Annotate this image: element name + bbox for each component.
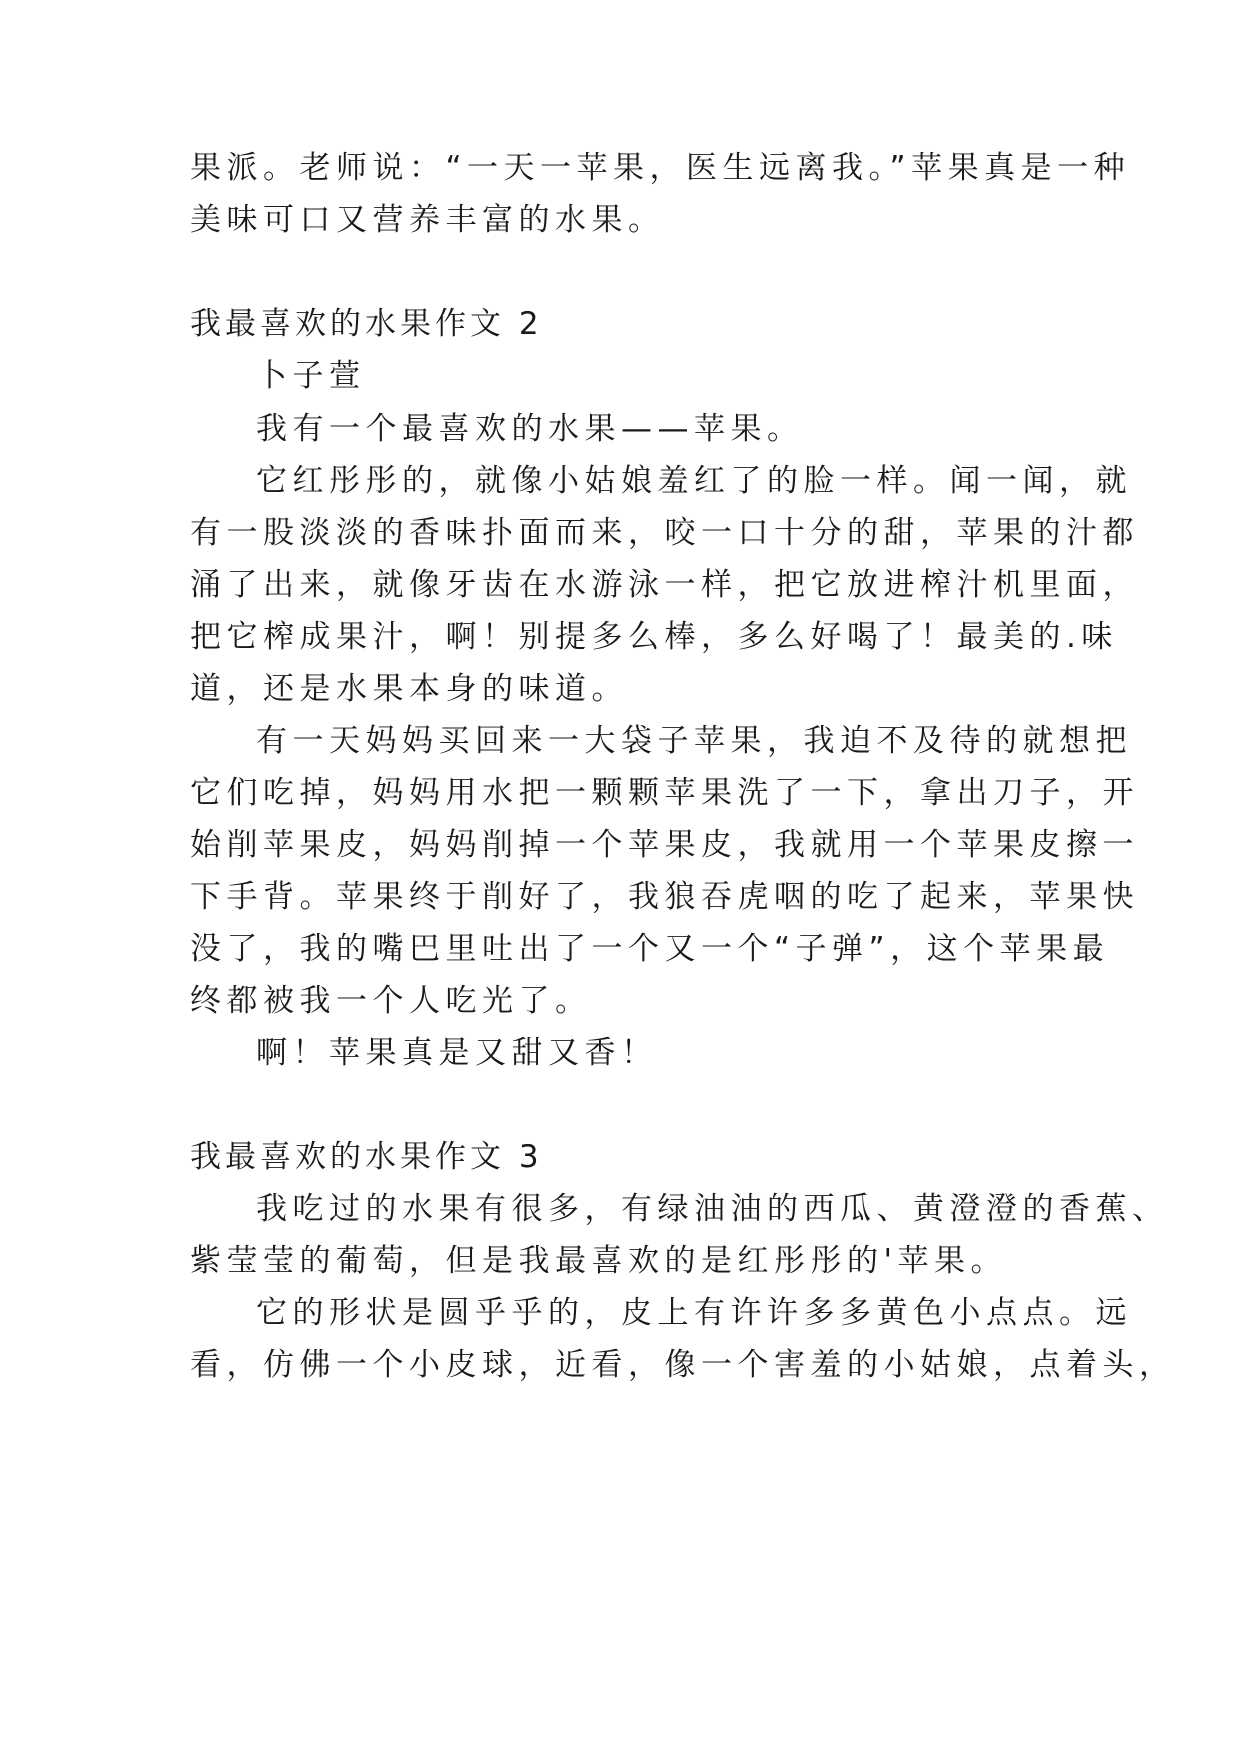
text-line: 有一股淡淡的香味扑面而来，咬一口十分的甜，苹果的汁都 [190, 515, 1139, 551]
essay-2-author: 卜子萱 [256, 358, 366, 394]
text-line: 有一天妈妈买回来一大袋子苹果，我迫不及待的就想把 [256, 723, 1132, 759]
text-line: 始削苹果皮，妈妈削掉一个苹果皮，我就用一个苹果皮擦一 [190, 827, 1139, 863]
essay-2-title: 我最喜欢的水果作文 2 [190, 306, 543, 342]
text-line: 把它榨成果汁，啊！别提多么棒，多么好喝了！最美的.味 [190, 619, 1118, 655]
text-line: 我吃过的水果有很多，有绿油油的西瓜、黄澄澄的香蕉、 [256, 1191, 1169, 1227]
text-line: 道，还是水果本身的味道。 [190, 671, 628, 707]
text-line: 终都被我一个人吃光了。 [190, 983, 592, 1019]
text-line: 美味可口又营养丰富的水果。 [190, 202, 665, 238]
text-line: 它红彤彤的，就像小姑娘羞红了的脸一样。闻一闻，就 [256, 463, 1132, 499]
text-line: 果派。老师说：“一天一苹果，医生远离我。”苹果真是一种 [190, 150, 1131, 186]
text-line: 看，仿佛一个小皮球，近看，像一个害羞的小姑娘，点着头， [190, 1347, 1176, 1383]
text-line: 它们吃掉，妈妈用水把一颗颗苹果洗了一下，拿出刀子，开 [190, 775, 1139, 811]
text-line: 它的形状是圆乎乎的，皮上有许许多多黄色小点点。远 [256, 1295, 1132, 1331]
text-line: 我有一个最喜欢的水果——苹果。 [256, 411, 804, 447]
text-line: 紫莹莹的葡萄，但是我最喜欢的是红彤彤的'苹果。 [190, 1243, 1008, 1279]
text-line: 下手背。苹果终于削好了，我狼吞虎咽的吃了起来，苹果快 [190, 879, 1139, 915]
text-line: 啊！苹果真是又甜又香！ [256, 1035, 658, 1071]
text-line: 涌了出来，就像牙齿在水游泳一样，把它放进榨汁机里面， [190, 567, 1139, 603]
text-line: 没了，我的嘴巴里吐出了一个又一个“子弹”，这个苹果最 [190, 931, 1110, 967]
essay-3-title: 我最喜欢的水果作文 3 [190, 1139, 543, 1175]
